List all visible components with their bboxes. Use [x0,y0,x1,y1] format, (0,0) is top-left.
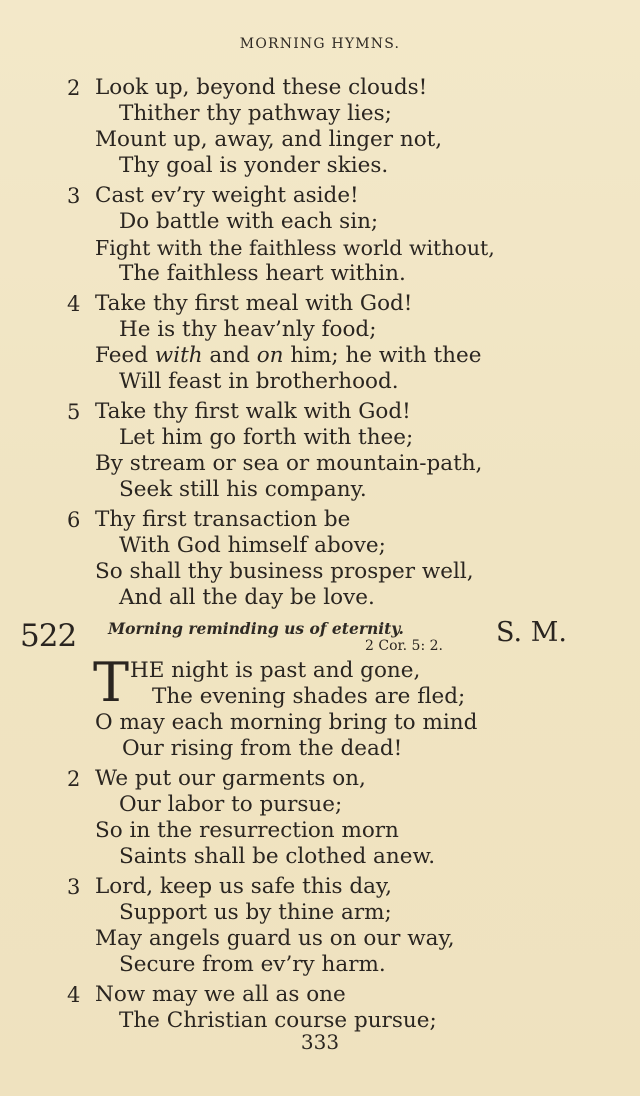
verse-line: Will feast in brotherhood. [119,369,399,394]
verse-text: Feed [95,343,155,368]
page-number: 333 [300,1030,340,1054]
verse-line: HE night is past and gone, [130,658,421,683]
verse-line: He is thy heav’nly food; [119,317,377,342]
verse-text: him; he with thee [283,343,482,368]
scripture-reference: 2 Cor. 5: 2. [365,638,443,654]
hymn-number: 522 [20,618,77,654]
verse-line: Thither thy pathway lies; [119,101,392,126]
verse-line: May angels guard us on our way, [95,926,455,951]
verse-line: And all the day be love. [119,585,375,610]
verse-line: Thy first transaction be [95,507,351,532]
verse-line: Now may we all as one [95,982,346,1007]
hymn-meter: S. M. [496,617,567,648]
drop-cap: T [93,651,130,714]
verse-number: 6 [67,508,81,532]
verse-number: 2 [67,767,81,791]
verse-line: So shall thy business prosper well, [95,559,474,584]
verse-line: Look up, beyond these clouds! [95,75,428,100]
italic-word: on [256,343,284,368]
verse-line: We put our garments on, [95,766,366,791]
verse-line: Thy goal is yonder skies. [119,153,389,178]
verse-line: By stream or sea or mountain-path, [95,451,483,476]
verse-number: 4 [67,292,81,316]
verse-line: Seek still his company. [119,477,367,502]
verse-text: and [202,343,257,368]
verse-number: 4 [67,983,81,1007]
verse-line: With God himself above; [119,533,386,558]
verse-line: Lord, keep us safe this day, [95,874,393,899]
verse-line: Cast ev’ry weight aside! [95,183,359,208]
verse-line: So in the resurrection morn [95,818,399,843]
hymn-title: Morning reminding us of eternity. [108,619,404,638]
verse-line: Mount up, away, and linger not, [95,127,443,152]
verse-line: O may each morning bring to mind [95,710,478,735]
verse-line: Support us by thine arm; [119,900,392,925]
verse-line: Secure from ev’ry harm. [119,952,386,977]
verse-number: 3 [67,875,81,899]
verse-line [95,343,481,369]
verse-number: 2 [67,76,81,100]
verse-line: Take thy first meal with God! [95,291,413,316]
verse-line: Take thy first walk with God! [95,399,411,424]
italic-word: with [154,343,203,368]
verse-line: The faithless heart within. [119,261,406,286]
verse-line: Our rising from the dead! [122,736,403,761]
verse-line: Our labor to pursue; [119,792,343,817]
verse-number: 3 [67,184,81,208]
verse-line: The evening shades are fled; [152,684,466,709]
verse-line: The Christian course pursue; [119,1008,437,1033]
verse-line: Do battle with each sin; [119,209,379,234]
verse-number: 5 [67,400,81,424]
verse-line: Fight with the faithless world without, [95,236,495,260]
verse-line: Saints shall be clothed anew. [119,844,436,869]
verse-line: Let him go forth with thee; [119,425,414,450]
running-header: MORNING HYMNS. [239,36,401,52]
